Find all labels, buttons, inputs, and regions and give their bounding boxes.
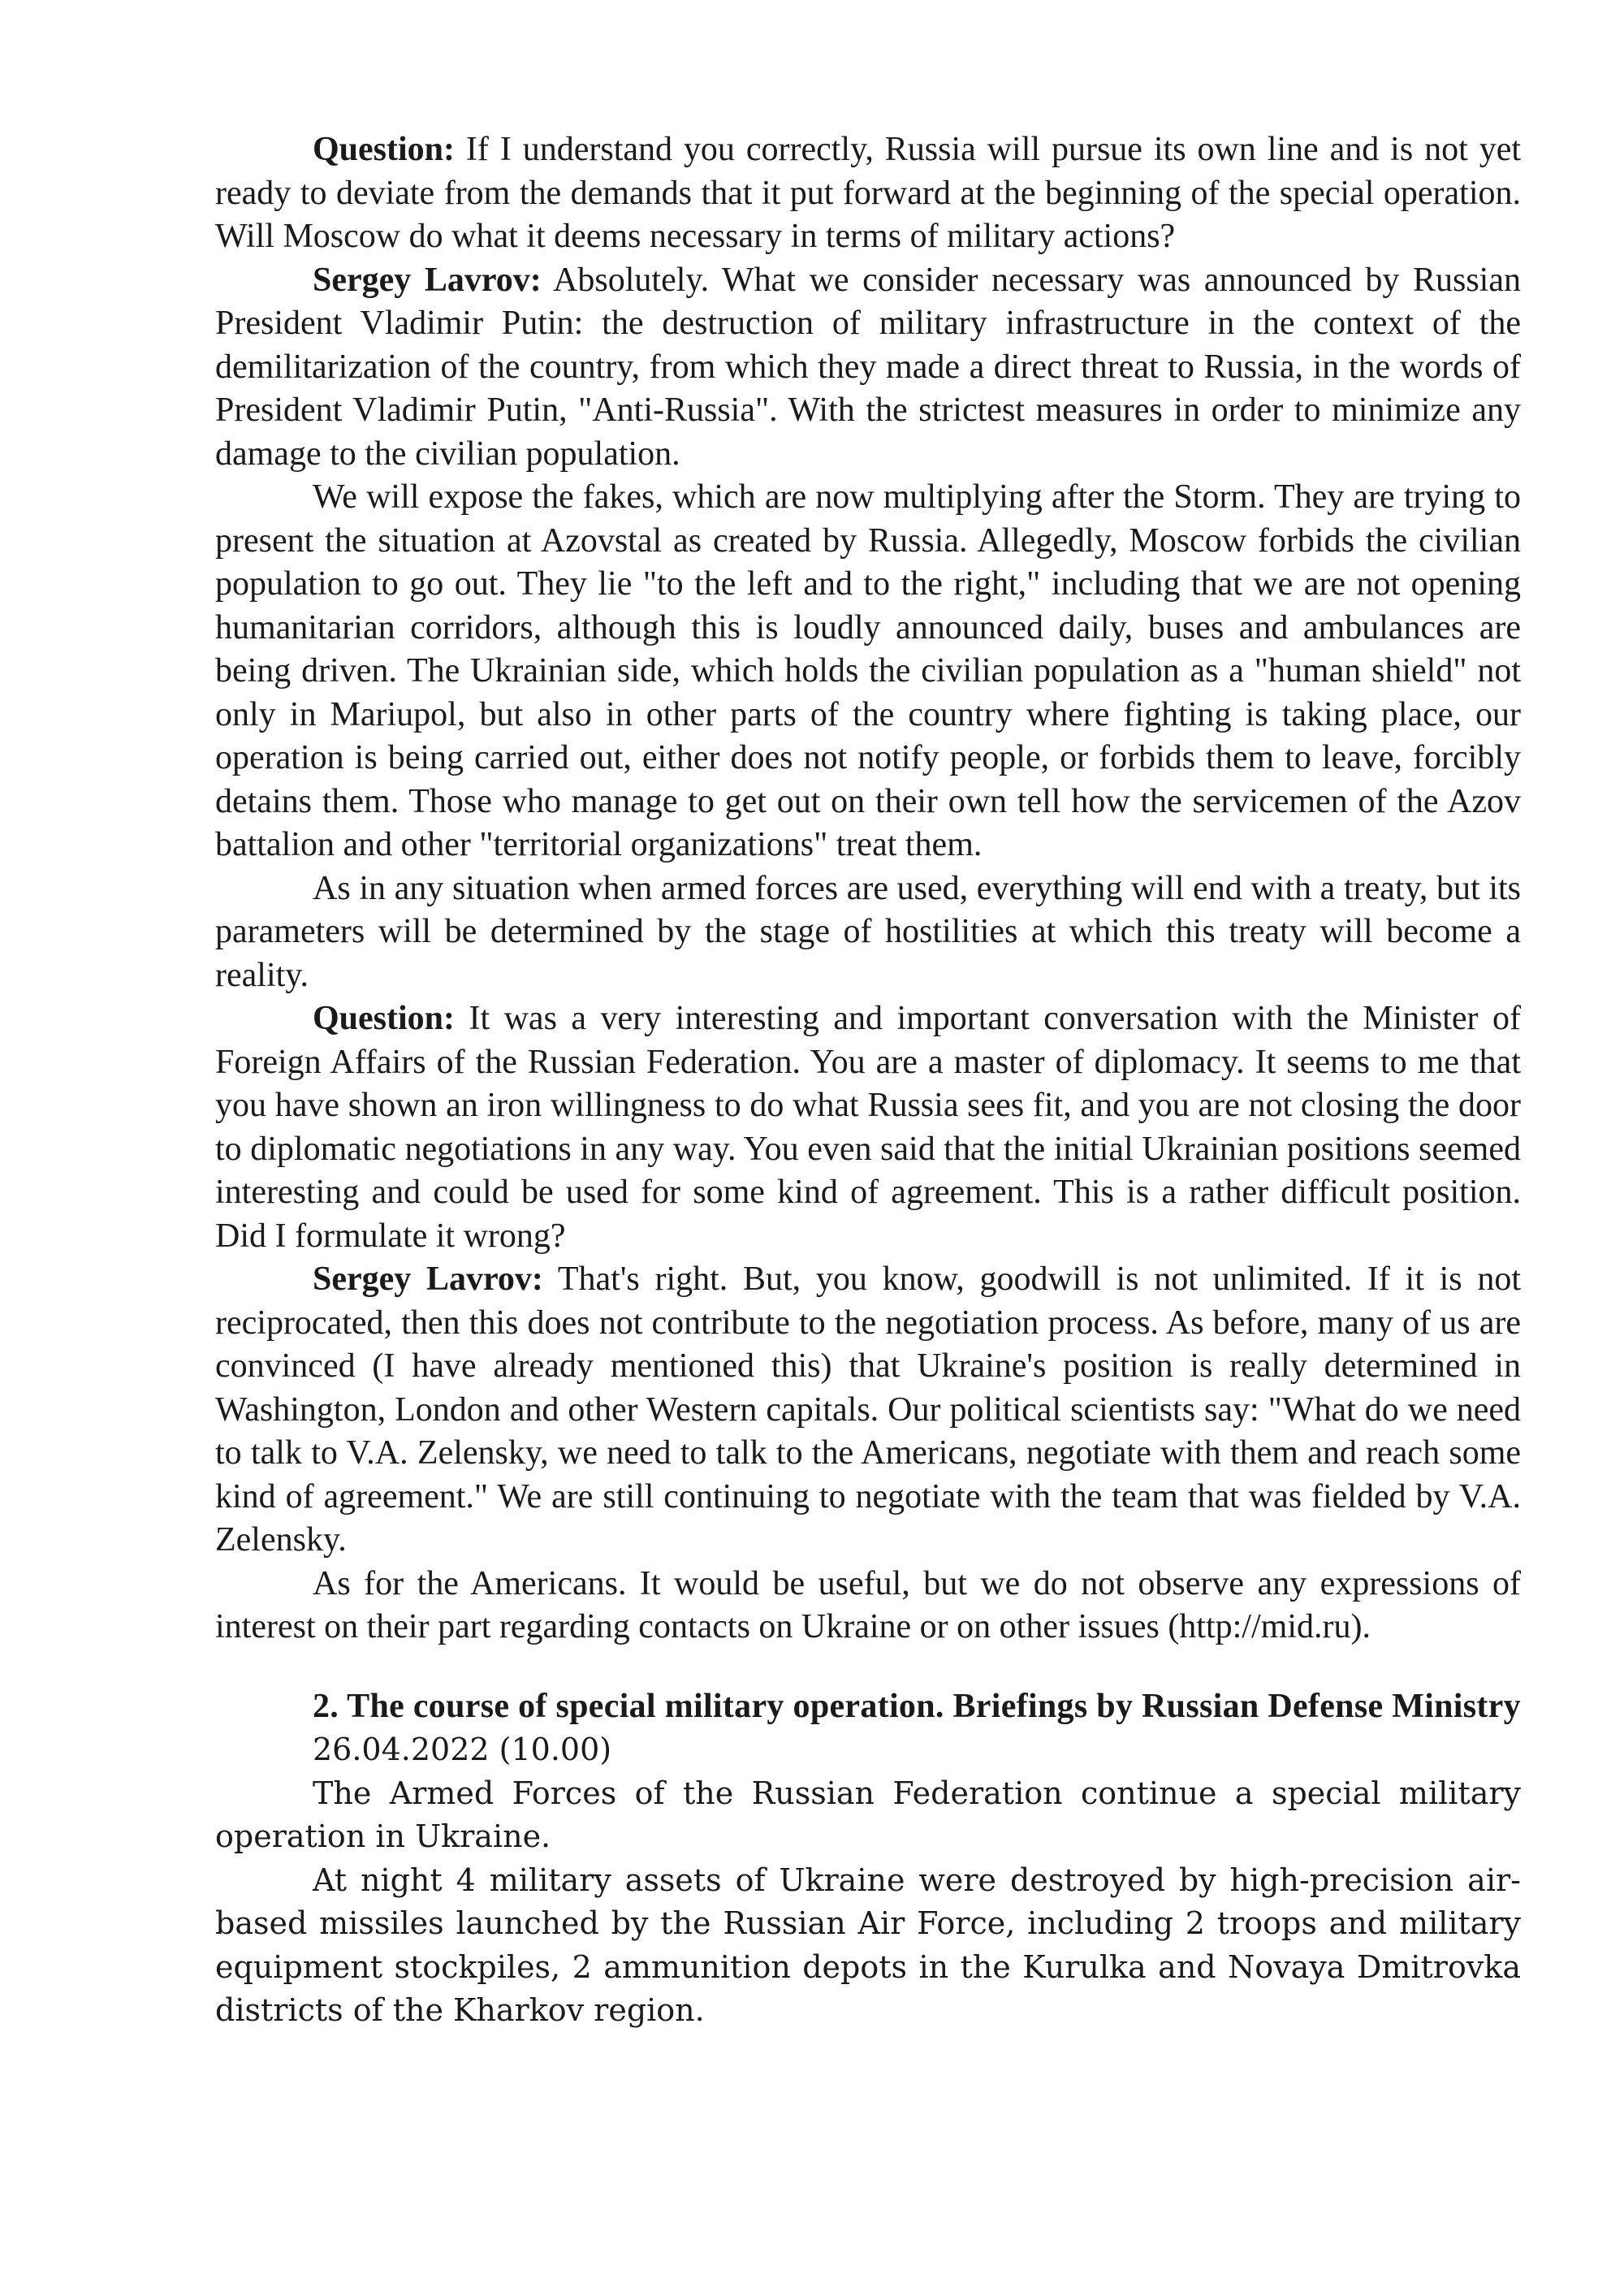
briefing-paragraph: The Armed Forces of the Russian Federation continue a special military operation in Ukraine. (215, 1775, 1521, 1854)
speaker-label: Sergey Lavrov: (313, 1260, 543, 1298)
document-page (215, 128, 1521, 2033)
speaker-label: Question: (313, 131, 456, 168)
section-heading: 2. The course of special military operation. Briefings by Russian Defense Ministry (313, 1687, 1521, 1725)
paragraph-text: It was a very interesting and important conversation with the Minister of Foreign Affairs of the Russian Federation. You are a master of diplomacy. It seems to me that you have shown an iron willingness to do what Russia sees fit, and you are not closing the door to diplomatic negotiations in any way. You even said that the initial Ukrainian positions seemed interesting and could be used for some kind of agreement. This is a rather difficult position. Did I formulate it wrong? (215, 1000, 1521, 1255)
briefing-date: 26.04.2022 (10.00) (313, 1732, 612, 1767)
answer-paragraph (215, 1258, 1521, 1563)
speaker-label: Sergey Lavrov: (313, 261, 542, 299)
paragraph-text: If I understand you correctly, Russia will pursue its own line and is not yet ready to deviate from the demands that it put forward at the beginning of the special operation. Will Moscow do what it deems necessary in terms of military actions? (215, 131, 1521, 255)
paragraph-text: We will expose the fakes, which are now multiplying after the Storm. They are trying to present the situation at Azovstal as created by Russia. Allegedly, Moscow forbids the civilian population to go out. They lie "to the left and to the right," including that we are not opening humanitarian corridors, although this is loudly announced daily, buses and ambulances are being driven. The Ukrainian side, which holds the civilian population as a "human shield" not only in Mariupol, but also in other parts of the country where fighting is taking place, our operation is being carried out, either does not notify people, or forbids them to leave, forcibly detains them. Those who manage to get out on their own tell how the servicemen of the Azov battalion and other "territorial organizations" treat them. (215, 478, 1521, 863)
briefing-paragraph: At night 4 military assets of Ukraine were destroyed by high-precision air-based missiles launched by the Russian Air Force, including 2 troops and military equipment stockpiles, 2 ammunition depots in the Kurulka and Novaya Dmitrovka districts of the Kharkov region. (215, 1861, 1521, 2028)
answer-paragraph (215, 476, 1521, 867)
paragraph-text: That's right. But, you know, goodwill is not unlimited. If it is not reciprocated, then this does not contribute to the negotiation process. As before, many of us are convinced (I have already mentioned this) that Ukraine's position is really determined in Washington, London and other Western capitals. Our political scientists say: "What do we need to talk to V.A. Zelensky, we need to talk to the Americans, negotiate with them and reach some kind of agreement." We are still continuing to negotiate with the team that was fielded by V.A. Zelensky. (215, 1260, 1521, 1559)
paragraph-text: As in any situation when armed forces are used, everything will end with a treaty, but its parameters will be determined by the stage of hostilities at which this treaty will become a reality. (215, 869, 1521, 994)
answer-paragraph (215, 259, 1521, 477)
paragraph-text: Absolutely. What we consider necessary was announced by Russian President Vladimir Putin: the destruction of military infrastructure in the context of the demilitarization of the country, from which they made a direct threat to Russia, in the words of President Vladimir Putin, "Anti-Russia". With the strictest measures in order to minimize any damage to the civilian population. (215, 261, 1521, 473)
briefing-section (215, 1685, 1521, 2033)
answer-paragraph (215, 867, 1521, 998)
question-paragraph (215, 997, 1521, 1258)
paragraph-text: As for the Americans. It would be useful, but we do not observe any expressions of interest on their part regarding contacts on Ukraine or on other issues (http://mid.ru). (215, 1564, 1521, 1645)
speaker-label: Question: (313, 1000, 456, 1037)
question-paragraph (215, 128, 1521, 259)
answer-paragraph (215, 1563, 1521, 1650)
